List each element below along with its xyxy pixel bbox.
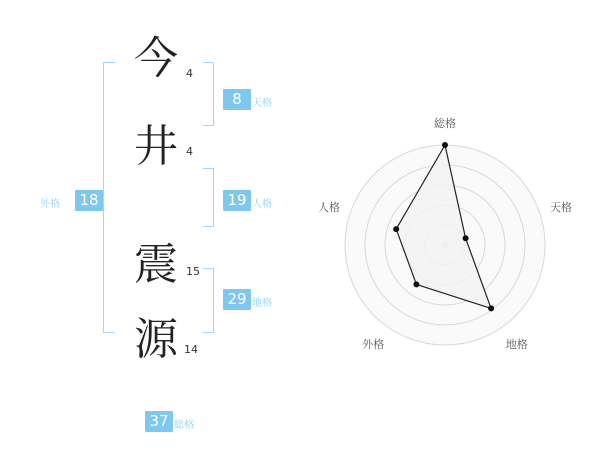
jinkaku-bracket	[203, 168, 214, 227]
radar-axis-label-chikaku: 地格	[505, 337, 528, 351]
jinkaku-label: 人格	[252, 199, 272, 210]
tenkaku-label: 天格	[252, 98, 272, 109]
stroke-count-2: 4	[186, 145, 193, 158]
name-character-4: 源	[134, 314, 178, 365]
soukaku-value-badge: 37	[145, 411, 173, 432]
stroke-count-3: 15	[186, 265, 200, 278]
gaikaku-label: 外格	[40, 199, 60, 210]
name-breakdown-panel	[0, 0, 300, 470]
name-character-1: 今	[134, 33, 178, 84]
name-character-2: 井	[134, 121, 178, 172]
radar-axis-label-soukaku: 総格	[434, 117, 456, 130]
radar-axis-label-tenkaku: 天格	[550, 201, 573, 215]
chikaku-value-badge: 29	[223, 289, 251, 310]
jinkaku-value-badge: 19	[223, 190, 251, 211]
radar-chart-svg	[300, 0, 600, 470]
chikaku-label: 地格	[252, 298, 272, 309]
chikaku-bracket	[203, 268, 214, 333]
radar-chart	[300, 0, 600, 470]
gaikaku-bracket	[103, 62, 115, 333]
tenkaku-value-badge: 8	[223, 89, 251, 110]
radar-axis-label-gaikaku: 外格	[362, 337, 385, 351]
stroke-count-1: 4	[186, 67, 193, 80]
soukaku-label: 総格	[174, 420, 194, 431]
stroke-count-4: 14	[184, 343, 198, 356]
tenkaku-bracket	[203, 62, 214, 126]
radar-axis-label-jinkaku: 人格	[317, 201, 340, 215]
name-character-3: 震	[134, 239, 178, 290]
gaikaku-value-badge: 18	[75, 190, 103, 211]
